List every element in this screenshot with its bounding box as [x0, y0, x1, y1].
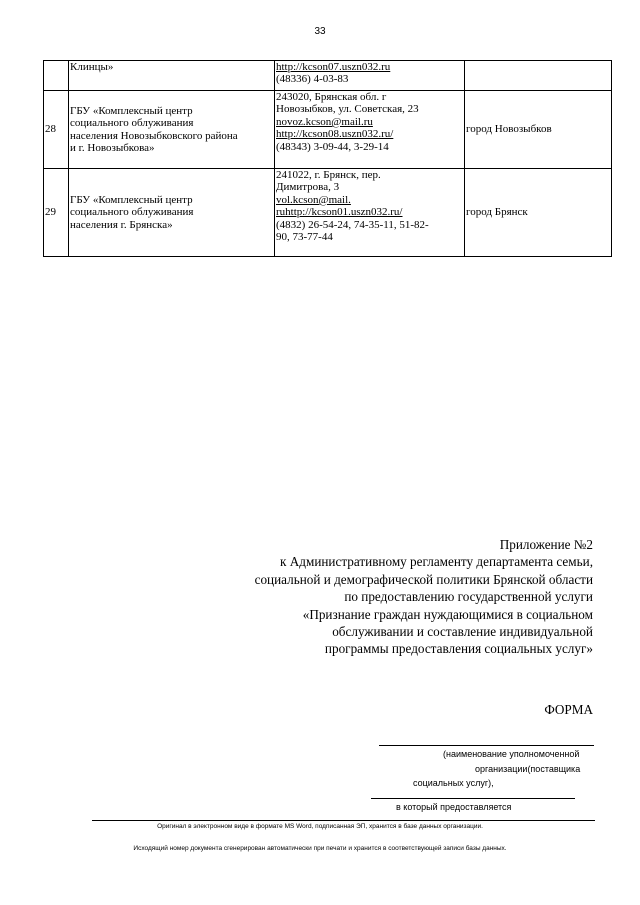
table-row: [44, 61, 612, 91]
form-title: ФОРМА: [544, 702, 593, 717]
contact-line: (4832) 26-54-24, 74-35-11, 51-82-: [276, 218, 429, 231]
organization-name: [69, 61, 275, 91]
annex-heading: [255, 536, 593, 658]
footer-original-note: Оригинал в электронном виде в формате MS Word, подписанная ЭП, хранится в базе данных организации.: [157, 823, 483, 830]
annex-line: социальной и демографической политики Брянской области: [254, 571, 593, 587]
organization-name-line: Клинцы»: [70, 61, 114, 73]
recipient-hint-3: социальных услуг),: [413, 778, 494, 788]
annex-line: к Административному регламенту департамента семьи,: [280, 554, 593, 570]
contact-line: 241022, г. Брянск, пер.: [276, 169, 381, 181]
page-number: 33: [314, 26, 326, 37]
contact-line: 243020, Брянская обл. г: [276, 91, 387, 103]
organization-name: [69, 91, 275, 169]
organization-name-line: и г. Новозыбкова»: [70, 141, 155, 154]
organizations-table: [43, 60, 612, 257]
table-row: [44, 91, 612, 169]
row-number: 28: [44, 91, 69, 169]
contact-line: (48343) 3-09-44, 3-29-14: [276, 140, 389, 153]
recipient-hint-1: (наименование уполномоченной: [443, 749, 580, 759]
organization-city: город Брянск: [465, 169, 612, 257]
annex-line: обслуживании и составление индивидуальной: [332, 624, 593, 640]
row-number: 29: [44, 169, 69, 257]
organization-name-line: населения Новозыбковского района: [70, 129, 238, 142]
organization-contacts: [275, 169, 465, 257]
contact-line: Новозыбков, ул. Советская, 23: [276, 103, 419, 116]
organization-name-line: ГБУ «Комплексный центр: [70, 104, 193, 117]
contact-line: Димитрова, 3: [276, 181, 340, 194]
organization-name-line: населения г. Брянска»: [70, 218, 173, 231]
contact-link[interactable]: novoz.kcson@mail.ru: [276, 115, 373, 128]
contact-line: 90, 73-77-44: [276, 231, 333, 244]
contact-line: (48336) 4-03-83: [276, 73, 349, 86]
organization-name-line: ГБУ «Комплексный центр: [70, 193, 193, 206]
contact-link[interactable]: ruhttp://kcson01.uszn032.ru/: [276, 206, 403, 219]
annex-line: «Признание граждан нуждающимися в социальном: [302, 606, 593, 622]
contact-link[interactable]: vol.kcson@mail.: [276, 193, 351, 206]
table-row: [44, 169, 612, 257]
recipient-hint-where: в который предоставляется: [396, 802, 512, 812]
organization-name-line: социального облуживания: [70, 117, 194, 130]
recipient-hint-2: организации(поставщика: [475, 764, 581, 774]
contact-link[interactable]: http://kcson07.uszn032.ru: [276, 61, 391, 73]
organization-contacts: [275, 61, 465, 91]
contact-link[interactable]: http://kcson08.uszn032.ru/: [276, 128, 394, 141]
organization-contacts: [275, 91, 465, 169]
footer-divider: [92, 820, 595, 821]
footer-outgoing-number-note: Исходящий номер документа сгенерирован автоматически при печати и хранится в соответствующей записи базы данных.: [133, 845, 507, 852]
annex-number: Приложение №2: [499, 537, 593, 552]
organization-city: [465, 61, 612, 91]
recipient-name-line: [379, 745, 594, 746]
annex-line: программы предоставления социальных услуг»: [324, 641, 593, 657]
organization-city: город Новозыбков: [465, 91, 612, 169]
organization-name: [69, 169, 275, 257]
recipient-address-line: [371, 798, 575, 799]
row-number: [44, 61, 69, 91]
annex-line: по предоставлению государственной услуги: [344, 589, 593, 605]
organization-name-line: социального облуживания: [70, 206, 194, 219]
